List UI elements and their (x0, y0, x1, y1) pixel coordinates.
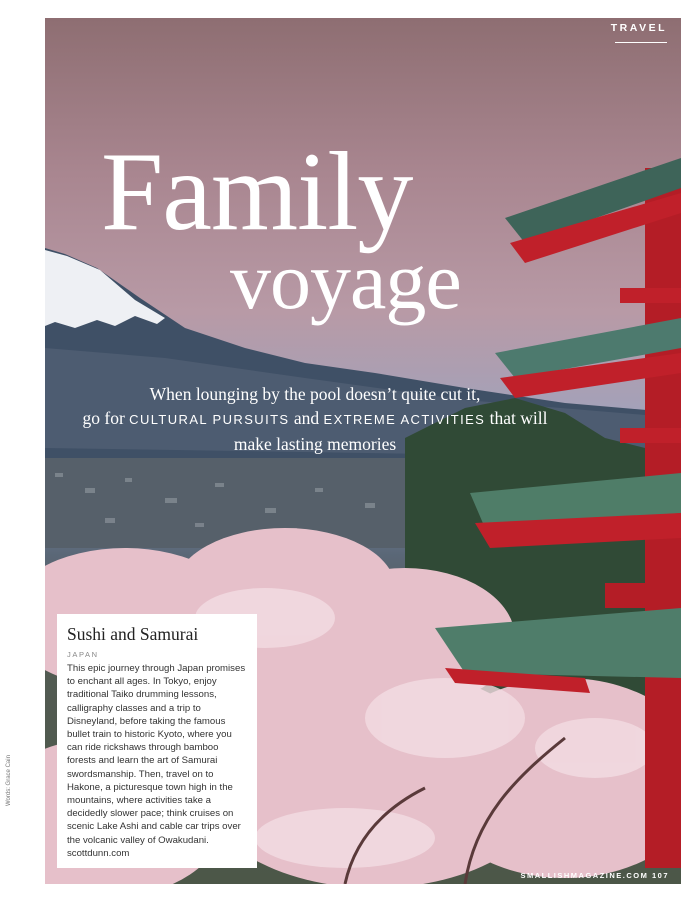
sidebar-kicker: JAPAN (67, 650, 99, 659)
photo-credit: Words: Grace Cain (6, 755, 12, 806)
section-tag: TRAVEL (610, 22, 667, 34)
dek-part-3: and (293, 408, 320, 428)
dek-part-1: When lounging by the pool doesn’t quite cut it, (149, 384, 481, 404)
section-rule (615, 42, 667, 43)
hero-photo (45, 18, 681, 884)
dek (65, 382, 565, 456)
sidebar-link[interactable]: scottdunn.com (67, 847, 130, 859)
headline-line-1: Family (101, 130, 413, 254)
dek-part-4: that will make lasting memories (233, 408, 548, 454)
sidebar-box (57, 614, 257, 868)
page-number: 107 (651, 871, 669, 880)
sidebar-heading: Sushi and Samurai (67, 624, 199, 644)
headline-line-2: voyage (230, 235, 461, 326)
dek-caps-1: CULTURAL PURSUITS (129, 412, 290, 427)
dek-part-2: go for (82, 408, 125, 428)
footer (520, 871, 669, 880)
sidebar-body: This epic journey through Japan promises to enchant all ages. In Tokyo, enjoy traditional Taiko drumming lessons, calligraphy classes and a trip to Disneyland, before taking the famous bullet train to historic Kyoto, where you can ride rickshaws through bamboo forests and learn the art of Samurai swordsmanship. Then, travel on to Hakone, a picturesque town high in the mountains, where activities take a decidedly slower pace; think cruises on scenic Lake Ashi and cable car trips over the volcanic valley of Owakudani. (67, 663, 246, 846)
dek-caps-2: EXTREME ACTIVITIES (323, 412, 486, 427)
footer-magazine[interactable]: SMALLISHMAGAZINE.COM (520, 871, 649, 880)
